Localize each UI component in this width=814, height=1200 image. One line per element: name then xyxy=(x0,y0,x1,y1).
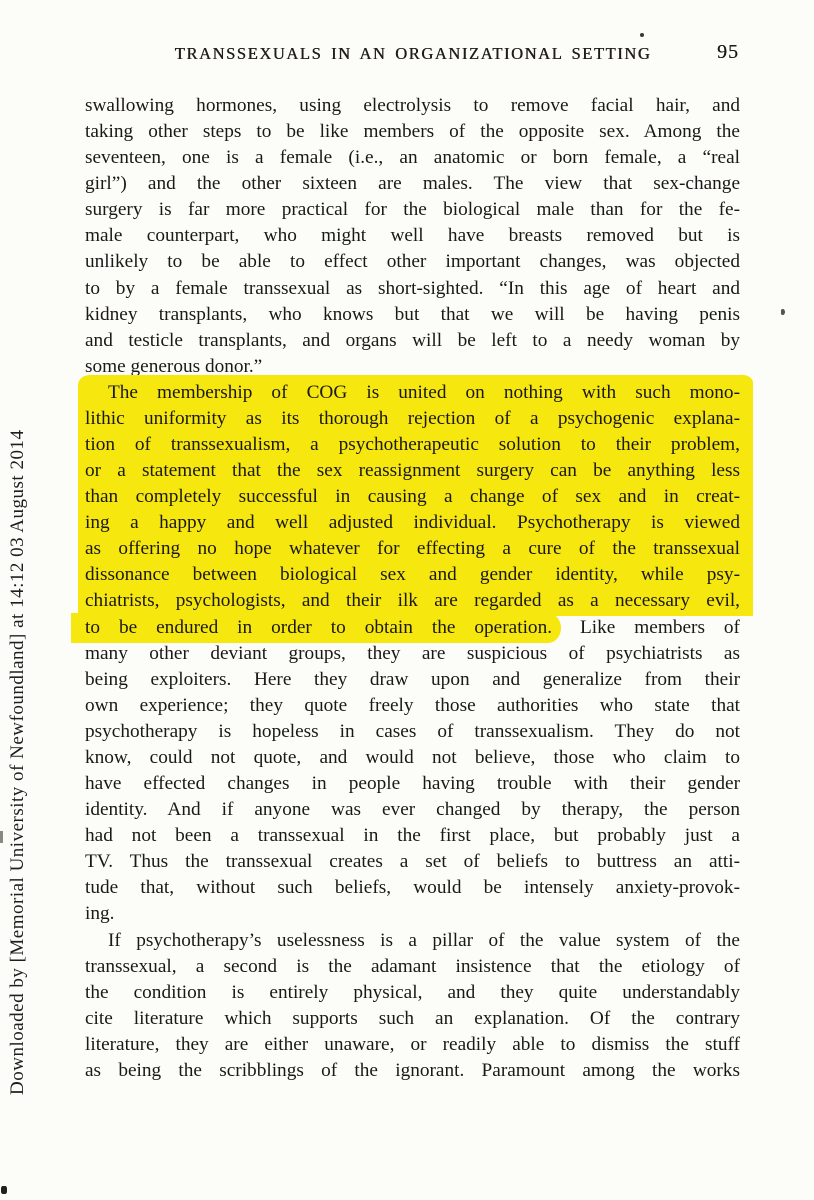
text-line: girl”) and the other sixteen are males. The view that sex-change xyxy=(85,173,740,195)
text-line: have effected changes in people having trouble with their gender xyxy=(85,773,740,795)
text-line: seventeen, one is a female (i.e., an anatomic or born female, a “real xyxy=(85,147,740,169)
text-line: surgery is far more practical for the biological male than for the fe- xyxy=(85,199,740,221)
scan-artifact xyxy=(640,33,644,37)
text-line: transsexual, a second is the adamant insistence that the etiology of xyxy=(85,955,740,977)
highlighted-text-line: lithic uniformity as its thorough rejection of a psychogenic explana- xyxy=(85,406,740,432)
text-line: had not been a transsexual in the first place, but probably just a xyxy=(85,825,740,847)
text-line: cite literature which supports such an explanation. Of the contrary xyxy=(85,1007,740,1029)
page-header-title: TRANSSEXUALS IN AN ORGANIZATIONAL SETTING xyxy=(174,44,652,63)
highlighted-text-line: dissonance between biological sex and gender identity, while psy- xyxy=(85,562,740,588)
text-line xyxy=(85,615,740,641)
text-line: as being the scribblings of the ignorant. Paramount among the works xyxy=(85,1059,740,1081)
text-line: unlikely to be able to effect other important changes, was objected xyxy=(85,251,740,273)
page-body-text xyxy=(85,93,740,1084)
text-line: swallowing hormones, using electrolysis to remove facial hair, and xyxy=(85,95,740,116)
text-line: TV. Thus the transsexual creates a set of beliefs to buttress an atti- xyxy=(85,851,740,873)
highlighted-text-run: to be endured in order to obtain the operation. xyxy=(78,613,561,643)
highlighted-text-line: than completely successful in causing a change of sex and in creat- xyxy=(85,484,740,510)
text-line: know, could not quote, and would not believe, those who claim to xyxy=(85,746,740,768)
highlighted-text-line: as offering no hope whatever for effecting a cure of the transsexual xyxy=(85,536,740,562)
text-line: ing. xyxy=(85,903,115,925)
highlighted-text-line: The membership of COG is united on nothing with such mono- xyxy=(85,380,740,406)
text-line: to by a female transsexual as short-sighted. “In this age of heart and xyxy=(85,277,740,299)
text-line: own experience; they quote freely those authorities who state that xyxy=(85,694,740,716)
text-line: male counterpart, who might well have breasts removed but is xyxy=(85,225,740,247)
text-line: the condition is entirely physical, and they quite understandably xyxy=(85,981,740,1003)
text-run: Like members of xyxy=(561,616,740,638)
scan-artifact xyxy=(781,309,785,315)
text-line: being exploiters. Here they draw upon and generalize from their xyxy=(85,668,740,690)
scan-artifact xyxy=(0,831,3,843)
highlighted-text-line: or a statement that the sex reassignment surgery can be anything less xyxy=(85,458,740,484)
text-line: literature, they are either unaware, or readily able to dismiss the stuff xyxy=(85,1033,740,1055)
highlighted-text-line: chiatrists, psychologists, and their ilk are regarded as a necessary evil, xyxy=(85,588,740,614)
text-line: psychotherapy is hopeless in cases of transsexualism. They do not xyxy=(85,720,740,742)
text-line: tude that, without such beliefs, would be intensely anxiety-provok- xyxy=(85,877,740,899)
running-head xyxy=(85,41,741,68)
highlighted-text-line: ing a happy and well adjusted individual. Psychotherapy is viewed xyxy=(85,510,740,536)
page-number: 95 xyxy=(717,41,739,63)
text-line: identity. And if anyone was ever changed by therapy, the person xyxy=(85,799,740,821)
highlighted-text-line: tion of transsexualism, a psychotherapeutic solution to their problem, xyxy=(85,432,740,458)
text-line: taking other steps to be like members of the opposite sex. Among the xyxy=(85,121,740,143)
text-line: many other deviant groups, they are suspicious of psychiatrists as xyxy=(85,642,740,664)
text-line: If psychotherapy’s uselessness is a pillar of the value system of the xyxy=(108,929,740,951)
text-line: and testicle transplants, and organs will be left to a needy woman by xyxy=(85,329,740,351)
download-watermark: Downloaded by [Memorial University of Newfoundland] at 14:12 03 August 2014 xyxy=(7,429,28,1095)
scan-artifact xyxy=(1,1186,7,1194)
text-line: some generous donor.” xyxy=(85,355,263,377)
text-line: kidney transplants, who knows but that we will be having penis xyxy=(85,303,740,325)
